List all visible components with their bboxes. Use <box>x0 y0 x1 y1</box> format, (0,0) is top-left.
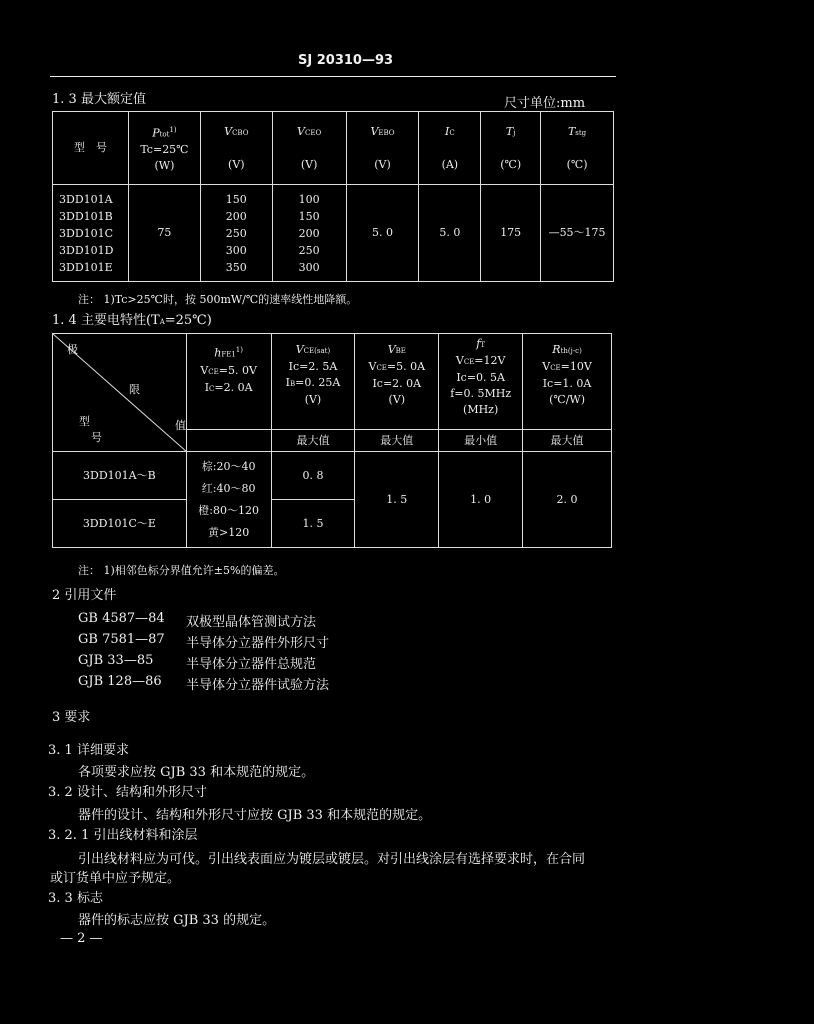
ref-name: 半导体分立器件外形尺寸 <box>186 636 330 651</box>
ref-name: 半导体分立器件试验方法 <box>186 678 330 693</box>
model-c-e: 3DD101C～E <box>53 500 187 548</box>
section-3-title: 3 要求 <box>52 710 91 725</box>
col-ic: IC (A) <box>419 112 481 185</box>
section-3-3-title: 3. 3 标志 <box>48 891 103 906</box>
section-3-2-title: 3. 2 设计、结构和外形尺寸 <box>48 785 207 800</box>
col-tstg: Tstg (℃) <box>541 112 614 185</box>
tstg-value: —55～175 <box>541 185 614 282</box>
col-vceo: VCEO (V) <box>272 112 346 185</box>
ft-value: 1. 0 <box>439 452 523 548</box>
corner-ji: 极 <box>67 343 78 356</box>
vcesat-a-b: 0. 8 <box>271 452 355 500</box>
max-ratings-table <box>52 111 614 282</box>
section-3-1-text: 各项要求应按 GJB 33 和本规范的规定。 <box>78 765 315 780</box>
vcbo-values: 150 200 250 300 350 <box>200 185 272 282</box>
ptot-value: 75 <box>128 185 200 282</box>
limit-ft: 最小值 <box>439 430 523 452</box>
section-2-title: 2 引用文件 <box>52 588 117 603</box>
model-list: 3DD101A 3DD101B 3DD101C 3DD101D 3DD101E <box>53 185 129 282</box>
section-1-3-title: 1. 3 最大额定值 <box>52 92 146 107</box>
col-ptot: Ptot$^{1)}$ Tc=25℃ (W) <box>128 112 200 185</box>
col-vbe: VBE VCE=5. 0A Ic=2. 0A (V) <box>355 334 439 430</box>
section-3-2-1-title: 3. 2. 1 引出线材料和涂层 <box>48 828 198 843</box>
note-1-4: 注： 1)相邻色标分界值允许±5%的偏差。 <box>78 564 285 577</box>
limit-vcesat: 最大值 <box>271 430 355 452</box>
col-vebo: VEBO (V) <box>346 112 419 185</box>
col-rth: Rth(j-c) VCE=10V Ic=1. 0A (℃/W) <box>523 334 612 430</box>
electrical-table <box>52 333 612 548</box>
limit-rth: 最大值 <box>523 430 612 452</box>
note-1-3: 注： 1)Tc>25℃时，按 500mW/℃的速率线性地降额。 <box>78 293 358 306</box>
vebo-value: 5. 0 <box>346 185 419 282</box>
ref-code: GJB 33—85 <box>78 653 154 668</box>
vcesat-c-e: 1. 5 <box>271 500 355 548</box>
section-1-4-title: 1. 4 主要电特性(TA=25℃) <box>52 313 212 328</box>
table-row <box>53 452 612 500</box>
ref-name: 双极型晶体管测试方法 <box>186 615 317 630</box>
rth-value: 2. 0 <box>523 452 612 548</box>
section-3-2-1-text: 引出线材料应为可伐。引出线表面应为镀层或镀层。对引出线涂层有选择要求时，在合同 <box>78 852 586 867</box>
tj-value: 175 <box>481 185 541 282</box>
table-row <box>53 185 614 282</box>
header-rule <box>50 76 616 77</box>
section-3-3-text: 器件的标志应按 GJB 33 的规定。 <box>78 913 276 928</box>
ic-value: 5. 0 <box>419 185 481 282</box>
col-model: 型 号 <box>53 112 129 185</box>
section-3-2-1-text-cont: 或订货单中应予规定。 <box>50 871 181 886</box>
model-a-b: 3DD101A～B <box>53 452 187 500</box>
hfe-color-codes: 棕:20～40 红:40～80 橙:80～120 黄>120 <box>186 452 271 548</box>
limit-hfe <box>186 430 271 452</box>
col-hfe: hFE1$^{1)}$ VCE=5. 0V IC=2. 0A <box>186 334 271 430</box>
ref-code: GB 7581—87 <box>78 632 165 647</box>
col-ft: fT VCE=12V Ic=0. 5A f=0. 5MHz (MHz) <box>439 334 523 430</box>
col-vcesat: VCE(sat) Ic=2. 5A IB=0. 25A (V) <box>271 334 355 430</box>
ref-name: 半导体分立器件总规范 <box>186 657 317 672</box>
limit-vbe: 最大值 <box>355 430 439 452</box>
table-header-row <box>53 112 614 185</box>
corner-xing: 型 <box>79 415 90 428</box>
col-tj: Tj (℃) <box>481 112 541 185</box>
section-3-1-title: 3. 1 详细要求 <box>48 743 129 758</box>
section-3-2-text: 器件的设计、结构和外形尺寸应按 GJB 33 和本规范的规定。 <box>78 808 432 823</box>
ref-code: GJB 128—86 <box>78 674 162 689</box>
corner-hao: 号 <box>91 431 102 444</box>
corner-xian: 限 <box>129 383 140 396</box>
page-number: — 2 — <box>60 931 103 946</box>
document-number: SJ 20310—93 <box>298 53 394 68</box>
vbe-value: 1. 5 <box>355 452 439 548</box>
vceo-values: 100 150 200 250 300 <box>272 185 346 282</box>
corner-zhi: 值 <box>175 419 186 432</box>
ref-code: GB 4587—84 <box>78 611 165 626</box>
col-vcbo: VCBO (V) <box>200 112 272 185</box>
unit-note: 尺寸单位:mm <box>504 96 586 111</box>
corner-cell <box>53 334 187 452</box>
table-header-row <box>53 334 612 430</box>
